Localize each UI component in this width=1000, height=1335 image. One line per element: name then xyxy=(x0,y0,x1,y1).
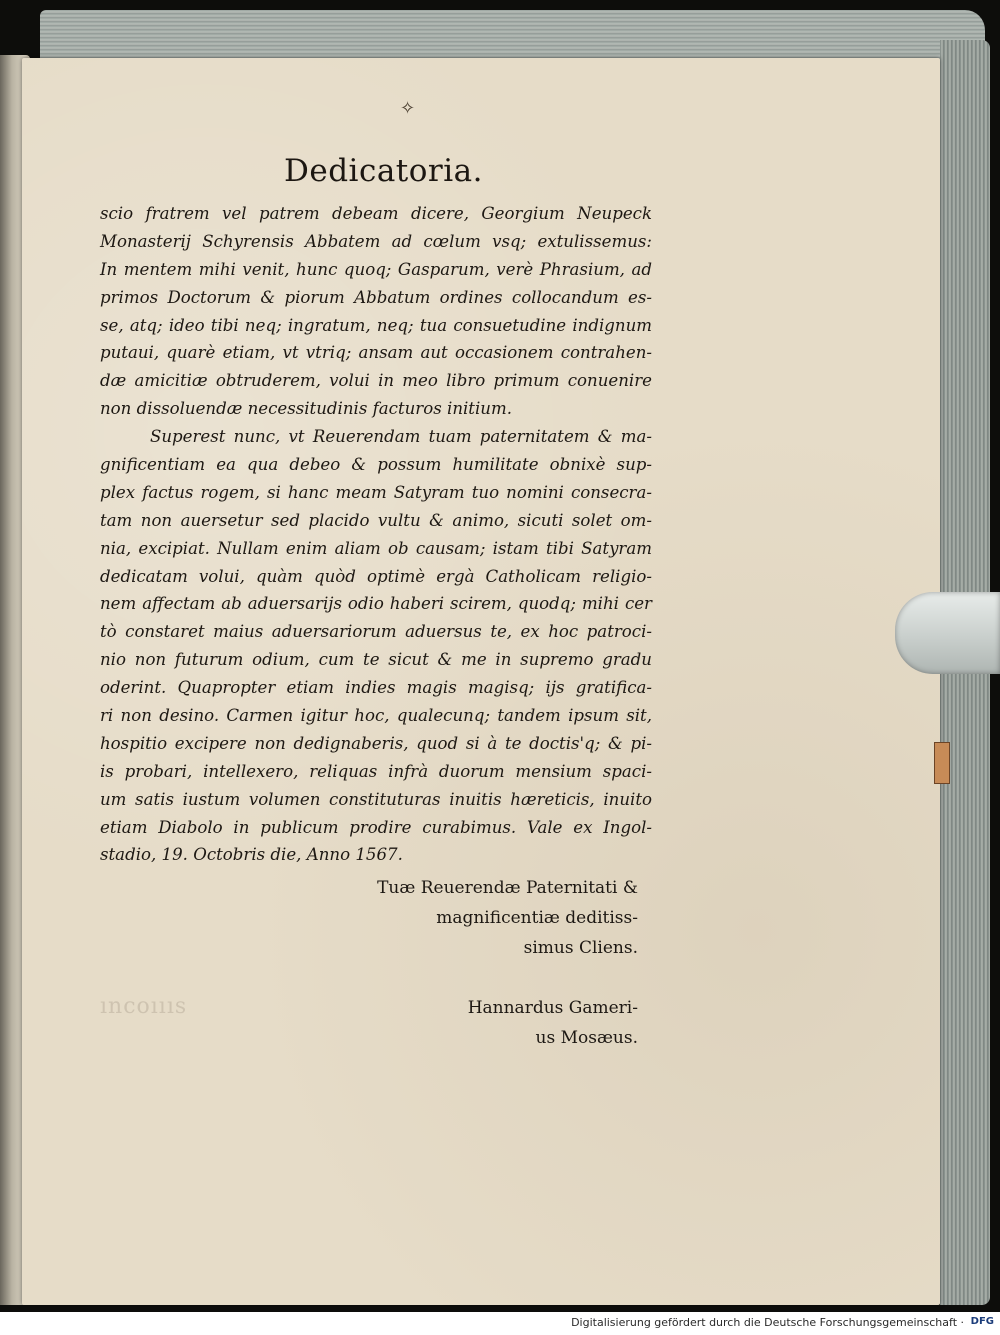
footer-bar xyxy=(0,1312,1000,1335)
text-line: se, atq; ideo tibi neq; ingratum, neq; tua consuetudine indignum xyxy=(100,315,652,335)
closing-line: simus Cliens. xyxy=(523,938,638,958)
text-line: In mentem mihi venit, hunc quoq; Gasparum, verè Phrasium, ad xyxy=(100,259,652,279)
text-line: tam non auersetur sed placido vultu & animo, sicuti solet om- xyxy=(100,510,652,530)
text-line: tò constaret maius aduersariorum aduersus te, ex hoc patroci- xyxy=(100,622,652,642)
text-line: Superest nunc, vt Reuerendam tuam paternitatem & ma- xyxy=(150,427,652,447)
dedication-body xyxy=(100,200,652,869)
text-line: nem affectam ab aduersarijs odio haberi scirem, quodq; mihi cer xyxy=(100,594,652,614)
book-page xyxy=(22,58,940,1305)
text-line: hospitio excipere non dedignaberis, quod si à te doctis'q; & pi- xyxy=(100,733,652,753)
text-line: primos Doctorum & piorum Abbatum ordines collocandum es- xyxy=(100,287,652,307)
text-line: ri non desino. Carmen igitur hoc, qualecunq; tandem ipsum sit, xyxy=(100,706,652,726)
text-line: plex factus rogem, si hanc meam Satyram tuo nomini consecra- xyxy=(100,482,652,502)
text-line: etiam Diabolo in publicum prodire curabimus. Vale ex Ingol- xyxy=(100,817,652,837)
closing-line: Tuæ Reuerendæ Paternitati & xyxy=(377,878,638,898)
text-line: stadio, 19. Octobris die, Anno 1567. xyxy=(100,845,403,865)
text-line: nia, excipiat. Nullam enim aliam ob causam; istam tibi Satyram xyxy=(100,538,652,558)
page-clip xyxy=(895,592,1000,674)
text-line: Monasterij Schyrensis Abbatem ad cœlum vsq; extulissemus: xyxy=(100,231,652,251)
text-line: gnificentiam ea qua debeo & possum humilitate obnixè sup- xyxy=(100,455,652,475)
page-heading: Dedicatoria. xyxy=(284,153,483,189)
text-line: dæ amicitiæ obtruderem, volui in meo libro primum conuenire xyxy=(100,371,652,391)
closing-line xyxy=(318,963,638,993)
closing-line: us Mosæus. xyxy=(535,1028,638,1048)
dedication-closing xyxy=(318,873,638,1053)
text-line: non dissoluendæ necessitudinis facturos initium. xyxy=(100,399,512,419)
text-line: is probari, intellexero, reliquas infrà duorum mensium spaci- xyxy=(100,761,652,781)
bookmark-tab xyxy=(934,742,950,784)
closing-line: magnificentiæ deditiss- xyxy=(436,908,638,928)
show-through-text: ıncoıııs xyxy=(100,994,188,1019)
text-line: nio non futurum odium, cum te sicut & me in supremo gradu xyxy=(100,650,652,670)
closing-line: Hannardus Gameri- xyxy=(467,998,638,1018)
text-line: scio fratrem vel patrem debeam dicere, Georgium Neupeck xyxy=(100,204,652,223)
text-line: oderint. Quapropter etiam indies magis magisq; ijs gratifica- xyxy=(100,678,652,698)
dfg-logo: DFG xyxy=(970,1316,994,1327)
page-mark: ✧ xyxy=(400,98,416,119)
text-line: putaui, quarè etiam, vt vtriq; ansam aut occasionem contrahen- xyxy=(100,343,652,363)
text-line: um satis iustum volumen constituturas inuitis hæreticis, inuito xyxy=(100,789,652,809)
footer-credit: Digitalisierung gefördert durch die Deutsche Forschungsgemeinschaft · xyxy=(571,1316,964,1329)
text-line: dedicatam volui, quàm quòd optimè ergà Catholicam religio- xyxy=(100,566,652,586)
